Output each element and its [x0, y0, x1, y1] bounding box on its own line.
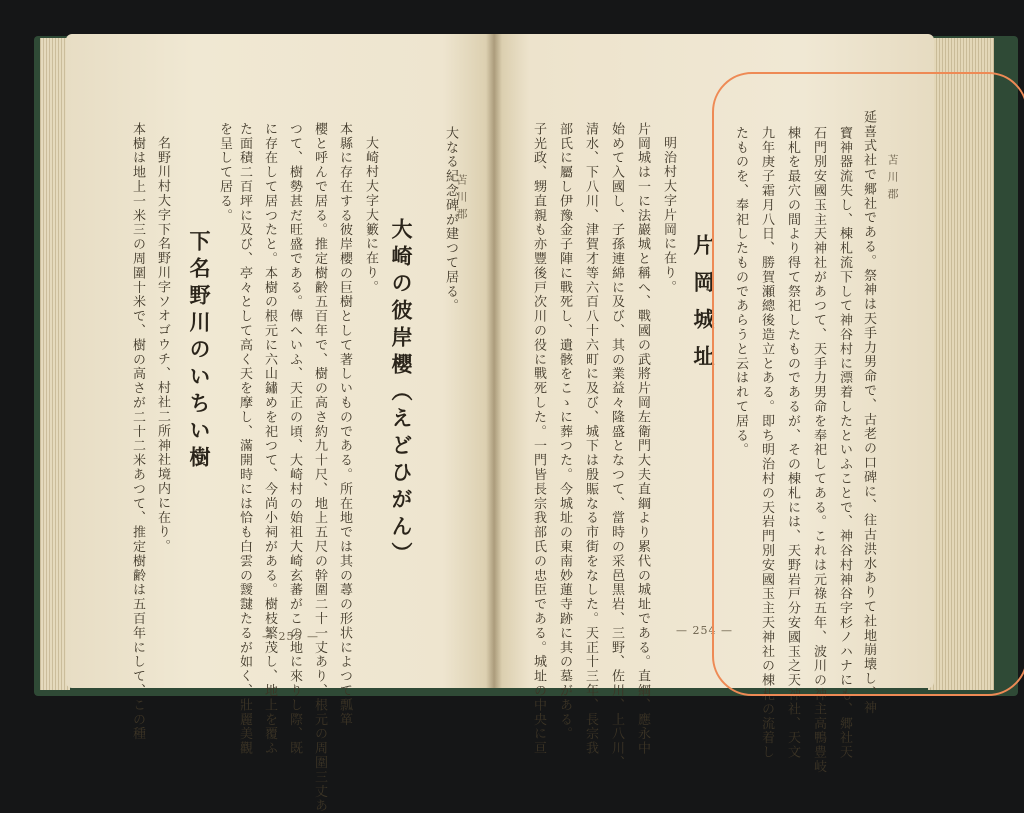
body-text: 明治村大字片岡に在り。: [661, 136, 676, 295]
body-text: に存在して居つたと。本樹の根元に六山鏽めを祀つて、今尚小祠がある。樹枝繁茂し、地上を覆ふ: [262, 122, 277, 756]
body-text: 寶神器流失し、棟札流下して神谷村に漂着したといふことで、神谷村神谷字杉ノハナにも、郷社天: [837, 126, 852, 760]
continuation-text: 大なる紀念碑が建つて居る。: [443, 126, 458, 314]
body-text: つて、樹勢甚だ旺盛である。傳へいふ、天正の頃、大崎村の始祖大崎玄蕃がこの地に來りし際、既: [287, 122, 302, 756]
page-number: — 254 —: [676, 624, 733, 637]
body-text: 本樹は地上一米三の周圍十米で、樹の高さが二十二米あつて、推定樹齢は五百年にして、この種: [130, 122, 145, 742]
body-text: を呈して居る。: [217, 122, 232, 223]
body-text: 部氏に屬し伊豫金子陣に戰死し、遺骸をこゝに葬つた。今城址の東南妙蓮寺跡に其の墓がある。: [557, 122, 572, 742]
body-text: 子光政、甥直親も亦豐後戸次川の役に戰死した。一門皆長宗我部氏の忠臣である。城址の中央に亘: [531, 122, 546, 756]
running-head: 苫川郡: [455, 174, 468, 225]
section-heading: 片岡城址: [691, 234, 715, 382]
running-head: 苫川郡: [886, 154, 899, 205]
body-text: 名野川村大字下名野川字ソオゴウチ、村社二所神社境内に在り。: [155, 136, 170, 554]
book-gutter: [486, 34, 502, 688]
left-page: [66, 34, 494, 813]
body-text: 大崎村大字大籔に在り。: [363, 136, 378, 295]
body-text: 棟札を最穴の間より得て祭祀したものであるが、その棟札には、天野岩戸分安國玉之天神社、天文: [785, 126, 800, 760]
body-text: 始めて入國し、子孫連綿に及び、其の業益々隆盛となつて、當時の采邑黒岩、三野、佐川、上八川、: [609, 122, 624, 770]
body-text: 片岡城は一に法巖城と稱へ、戰國の武將片岡左衛門大夫直綱より累代の城址である。直綱、應永中: [635, 122, 650, 756]
body-text: 清水、下八川、津賀才等六百八十六町に及び、城下は殷賑なる市街をなした。天正十三年、長宗我: [583, 122, 598, 756]
body-text: 延喜式社で郷社である。祭神は天手力男命で、古老の口碑に、往古洪水ありて社地崩壊し、神: [861, 110, 876, 715]
body-text: 本縣に存在する彼岸櫻の巨樹として著しいものである。所在地では其の蕁の形状によつて瓢箪: [337, 122, 352, 727]
body-text: 櫻と呼んで居る。推定樹齢五百年で、樹の高さ約九十尺、地上五尺の幹圍二十一丈あり、根元の周圍三丈あ: [312, 122, 327, 813]
body-text: た面積二百坪に及び、亭々として高く天を摩し、滿開時には恰も白雲の靉靆たるが如く、壯麗美觀: [237, 122, 252, 756]
page-number: — 255 —: [262, 630, 319, 643]
body-text: たものを、奉祀したものであらうと云はれて居る。: [733, 126, 748, 458]
body-text: 九年庚子霜月八日、勝賀瀬總後造立とある。即ち明治村の天岩門別安國玉主天神社の棟札の流着し: [759, 126, 774, 760]
highlight-annotation: [712, 72, 1024, 696]
body-text: 石門別安國玉主天神社があつて、天手力男命を奉祀してある。これは元祿五年、波川の神主高鴨豊岐: [811, 126, 826, 774]
section-heading: 大崎の彼岸櫻（えどひがん）: [389, 218, 413, 569]
section-heading: 下名野川のいちい樹: [187, 230, 211, 473]
